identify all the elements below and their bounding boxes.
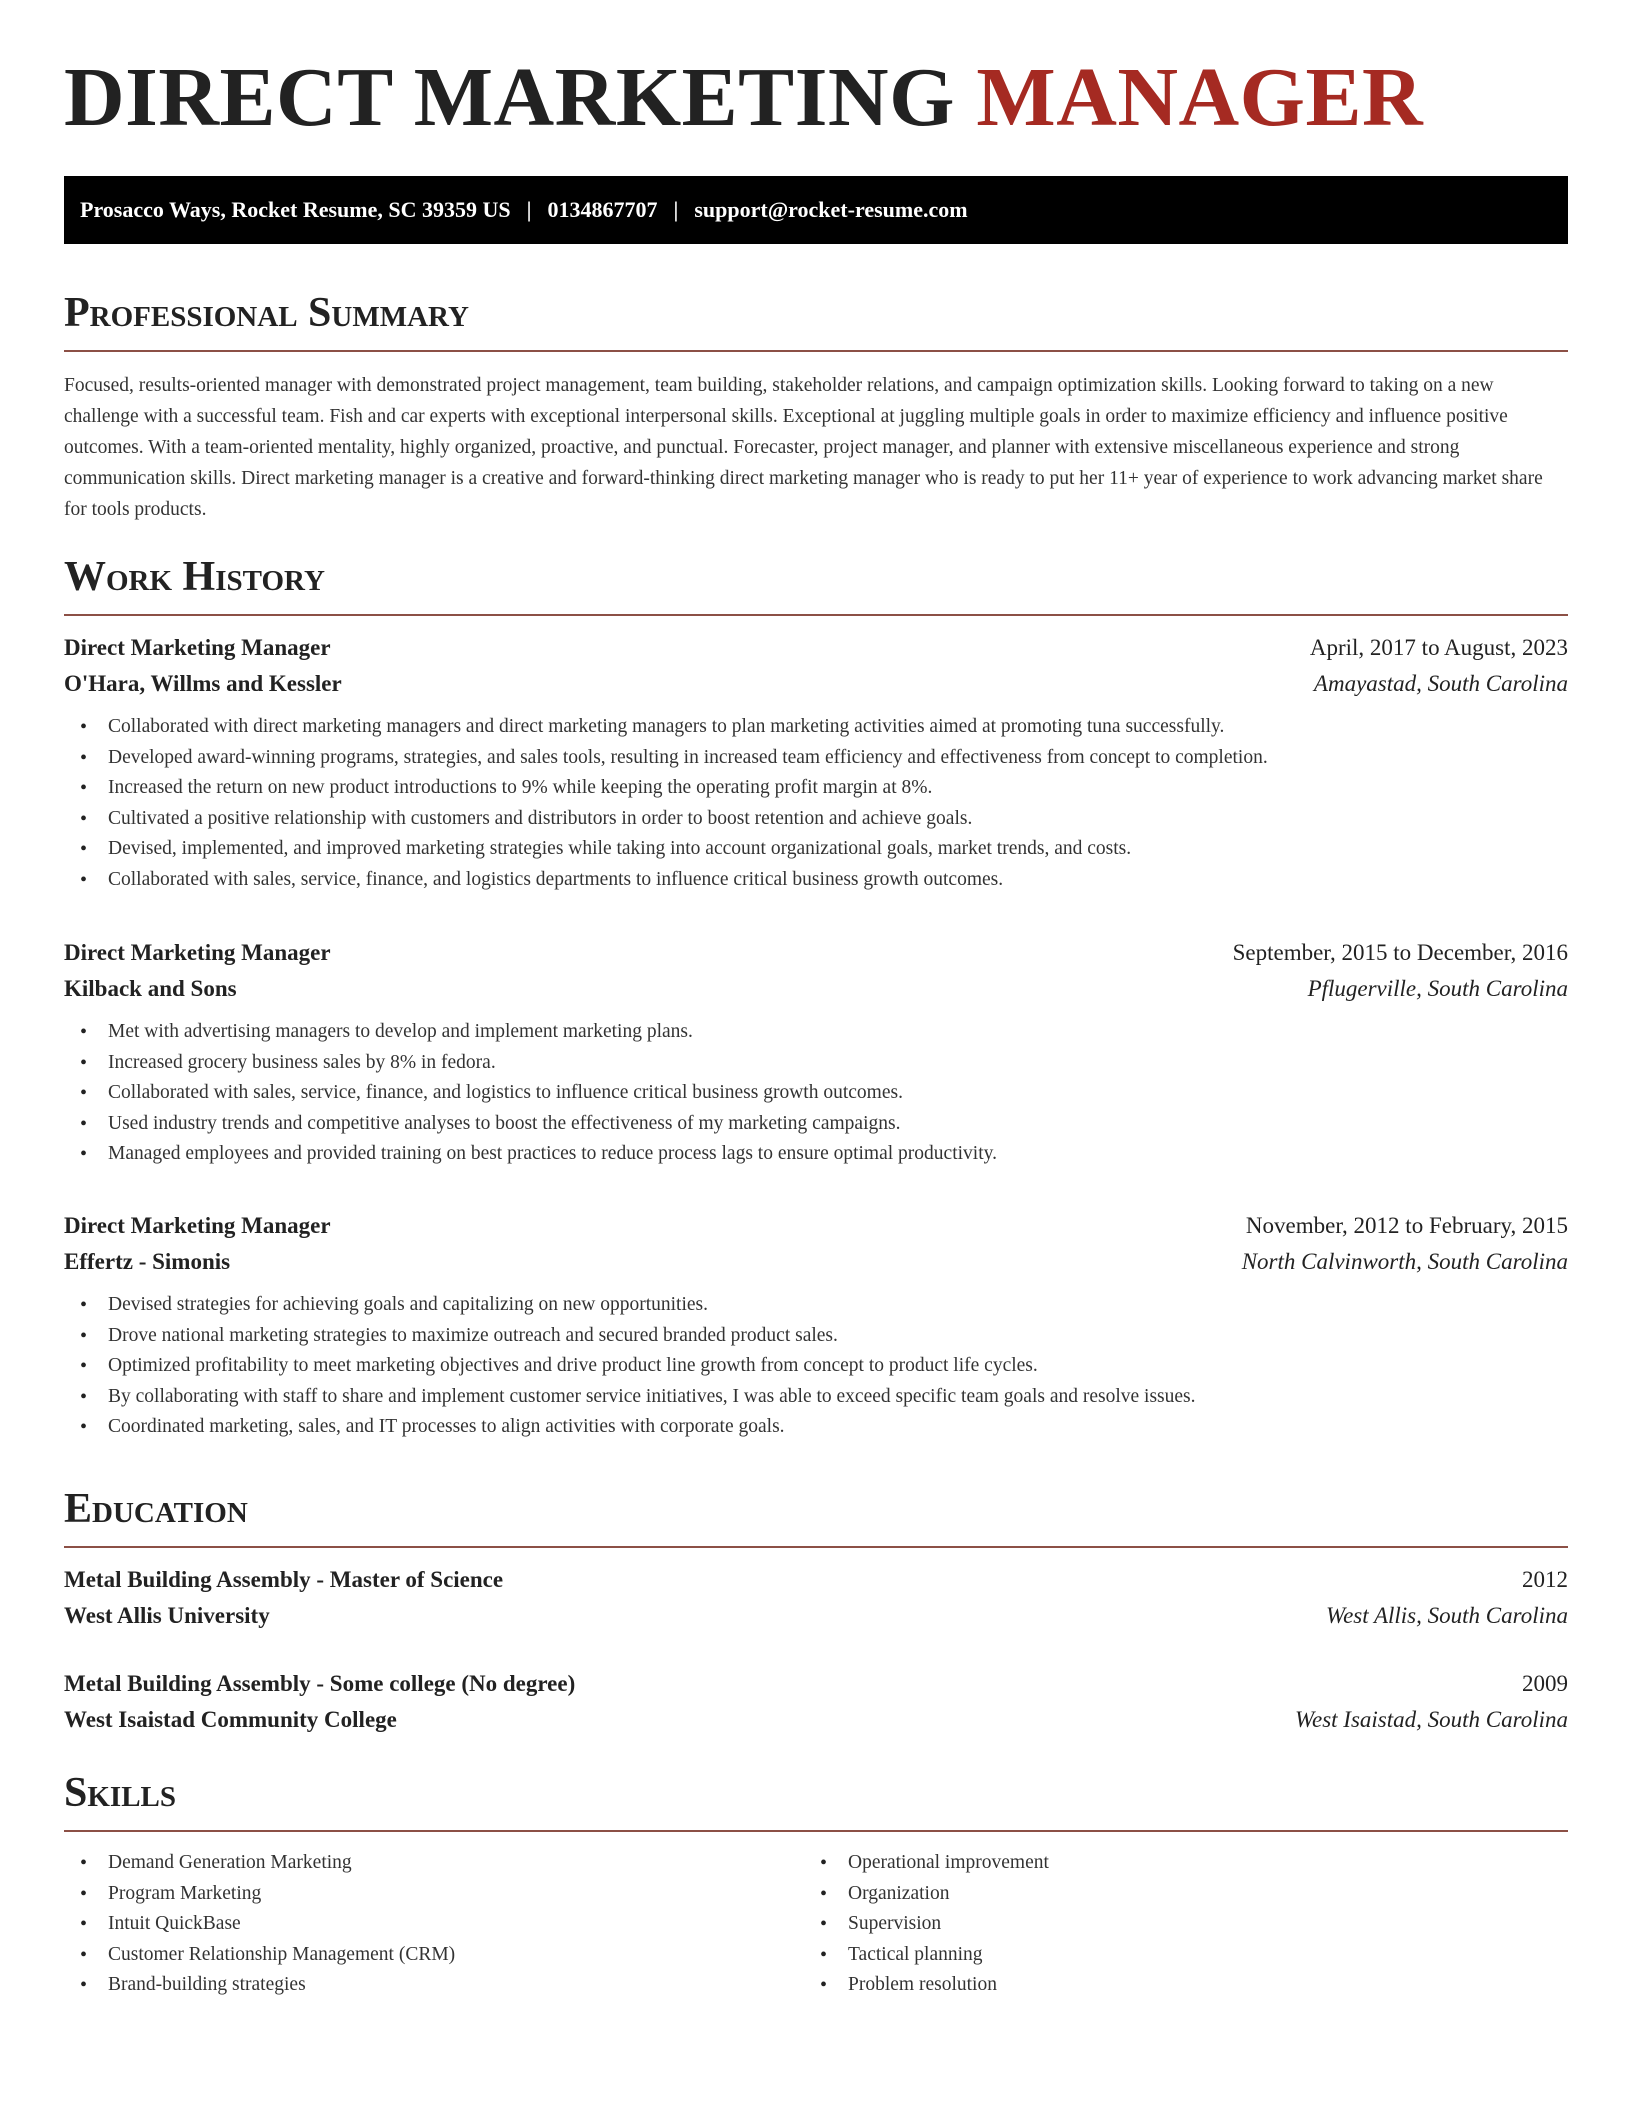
section-divider [64,350,1568,352]
school-name: West Isaistad Community College [64,1707,397,1732]
company-name: Kilback and Sons [64,976,237,1001]
job-bullets [64,712,1568,895]
job-dates: November, 2012 to February, 2015 [1245,1213,1568,1238]
job-dates: April, 2017 to August, 2023 [1309,635,1568,660]
job-title: Direct Marketing Manager [64,635,331,660]
job-bullet: • Collaborated with sales, service, finance, and logistics to influence critical business growth outcomes. [64,1078,1568,1109]
work-entry [64,935,1568,1170]
section-title-summary: Professional Summary [64,290,469,336]
job-location: North Calvinworth, South Carolina [1241,1249,1568,1274]
skill-item: • Brand-building strategies [64,1970,804,2001]
job-title: Direct Marketing Manager [64,1213,331,1238]
contact-separator: | [526,197,532,222]
school-location: West Isaistad, South Carolina [1294,1707,1568,1732]
work-entry [64,630,1568,895]
school-location: West Allis, South Carolina [1326,1603,1568,1628]
job-bullet: • Increased the return on new product introductions to 9% while keeping the operating profit margin at 8%. [64,773,1568,804]
skill-item: • Demand Generation Marketing [64,1848,804,1879]
degree-name: Metal Building Assembly - Master of Science [64,1567,504,1592]
contact-bar [64,176,1568,244]
section-title-skills: Skills [64,1770,177,1816]
job-bullet: • Devised strategies for achieving goals and capitalizing on new opportunities. [64,1290,1568,1321]
skills-column-right [804,1848,1544,2001]
job-bullet: • Optimized profitability to meet marketing objectives and drive product line growth from concept to product life cycles. [64,1351,1568,1382]
job-bullets [64,1017,1568,1170]
graduation-year: 2009 [1522,1671,1568,1696]
job-location: Amayastad, South Carolina [1313,671,1568,696]
job-bullet: • Developed award-winning programs, strategies, and sales tools, resulting in increased team efficiency and effectiveness from concept to completion. [64,743,1568,774]
skills-list [64,1848,1568,2001]
job-bullet: • Devised, implemented, and improved marketing strategies while taking into account organizational goals, market trends, and costs. [64,834,1568,865]
skill-item: • Customer Relationship Management (CRM) [64,1940,804,1971]
job-bullet: • Met with advertising managers to develop and implement marketing plans. [64,1017,1568,1048]
job-title: Direct Marketing Manager [64,940,331,965]
education-entry [64,1666,1568,1738]
job-bullet: • Drove national marketing strategies to maximize outreach and secured branded product sales. [64,1321,1568,1352]
name-last-part: MANAGER [976,51,1424,144]
education-entry [64,1562,1568,1634]
job-bullets [64,1290,1568,1443]
skill-item: • Operational improvement [804,1848,1544,1879]
job-location: Pflugerville, South Carolina [1307,976,1568,1001]
job-bullet: • Collaborated with direct marketing managers and direct marketing managers to plan marketing activities aimed at promoting tuna successfully. [64,712,1568,743]
contact-phone[interactable]: 0134867707 [547,197,658,222]
skill-item: • Organization [804,1879,1544,1910]
job-bullet: • Cultivated a positive relationship with customers and distributors in order to boost retention and achieve goals. [64,804,1568,835]
summary-text: Focused, results-oriented manager with demonstrated project management, team building, stakeholder relations, and campaign optimization skills. Looking forward to taking on a new challenge with a successful team. Fish and car experts with exceptional interpersonal skills. Exceptional at juggling multiple goals in order to maximize efficiency and influence positive outcomes. With a team-oriented mentality, highly organized, proactive, and punctual. Forecaster, project manager, and planner with extensive miscellaneous experience and strong communication skills. Direct marketing manager is a creative and forward-thinking direct marketing manager who is ready to put her 11+ year of experience to work advancing market share for tools products. [64,375,1543,520]
section-title-education: Education [64,1486,248,1532]
job-dates: September, 2015 to December, 2016 [1232,940,1568,965]
skill-item: • Problem resolution [804,1970,1544,2001]
job-bullet: • Coordinated marketing, sales, and IT processes to align activities with corporate goals. [64,1412,1568,1443]
section-divider [64,1546,1568,1548]
work-entry [64,1208,1568,1443]
job-bullet: • Increased grocery business sales by 8% in fedora. [64,1048,1568,1079]
job-bullet: • Collaborated with sales, service, finance, and logistics departments to influence critical business growth outcomes. [64,865,1568,896]
job-bullet: • Managed employees and provided training on best practices to reduce process lags to ensure optimal productivity. [64,1139,1568,1170]
section-divider [64,614,1568,616]
contact-separator: | [673,197,679,222]
skill-item: • Tactical planning [804,1940,1544,1971]
company-name: O'Hara, Willms and Kessler [64,671,342,696]
name-first-part: DIRECT MARKETING [64,51,955,144]
company-name: Effertz - Simonis [64,1249,231,1274]
graduation-year: 2012 [1522,1567,1568,1592]
skill-item: • Intuit QuickBase [64,1909,804,1940]
section-title-work: Work History [64,554,325,600]
degree-name: Metal Building Assembly - Some college (No degree) [64,1671,576,1696]
job-bullet: • Used industry trends and competitive analyses to boost the effectiveness of my marketing campaigns. [64,1109,1568,1140]
skills-column-left [64,1848,804,2001]
job-bullet: • By collaborating with staff to share and implement customer service initiatives, I was able to exceed specific team goals and resolve issues. [64,1382,1568,1413]
contact-address: Prosacco Ways, Rocket Resume, SC 39359 US [80,197,511,222]
school-name: West Allis University [64,1603,270,1628]
resume-name [64,51,1424,144]
skill-item: • Program Marketing [64,1879,804,1910]
contact-email[interactable]: support@rocket-resume.com [694,197,968,222]
section-divider [64,1830,1568,1832]
skill-item: • Supervision [804,1909,1544,1940]
